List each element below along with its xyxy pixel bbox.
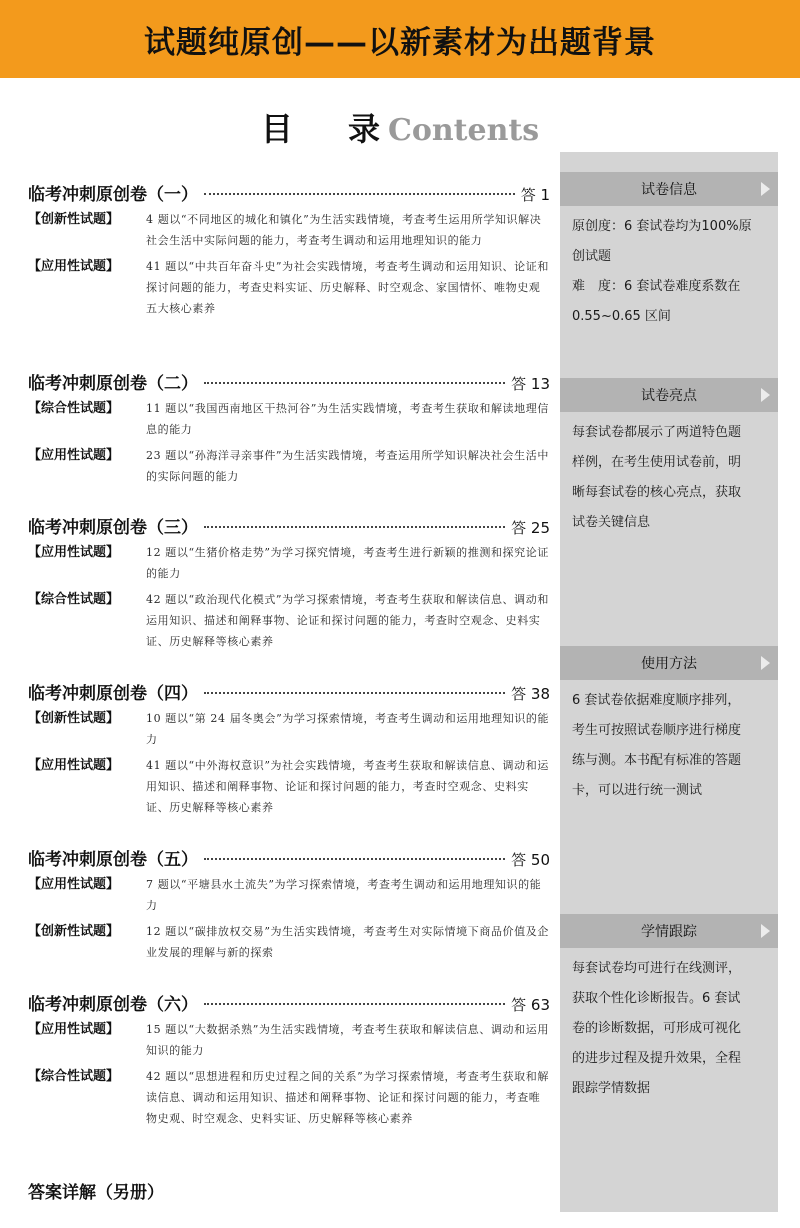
toc-entry[interactable]: [28, 679, 550, 703]
sidebar-block-title: 使用方法: [641, 656, 697, 672]
item-description: 12 题以“碳排放权交易”为生活实践情境，考查考生对实际情境下商品价值及企业发展的理解与新的探索: [146, 925, 549, 959]
toc-section-3: [28, 513, 550, 652]
item-category: 【应用性试题】: [28, 448, 120, 463]
heading-english: Contents: [387, 113, 540, 148]
banner-title: 试题纯原创——以新素材为出题背景: [144, 24, 656, 61]
heading-chinese: 目 录: [260, 110, 402, 148]
sidebar-block-tracking: [560, 914, 778, 1104]
toc-page-number: 答 1: [520, 186, 550, 204]
item-description: 41 题以“中共百年奋斗史”为社会实践情境，考查考生调动和运用知识、论证和探讨问题的能力，考查史料实证、历史解释、时空观念、家国情怀、唯物史观五大核心素养: [146, 260, 549, 315]
item-category: 【应用性试题】: [28, 259, 120, 274]
item-description: 10 题以“第 24 届冬奥会”为学习探索情境，考查考生调动和运用地理知识的能力: [146, 712, 550, 746]
sidebar-block-header: [560, 378, 778, 412]
item-category: 【综合性试题】: [28, 592, 120, 607]
item-description: 42 题以“思想进程和历史过程之间的关系”为学习探索情境，考查考生获取和解读信息、调动和运用知识、描述和阐释事物、论证和探讨问题的能力，考查唯物史观、时空观念、史料实证、历史解释等核心素养: [146, 1070, 549, 1125]
item-description: 41 题以“中外海权意识”为社会实践情境，考查考生获取和解读信息、调动和运用知识、描述和阐释事物、论证和探讨问题的能力，考查时空观念、史料实证、历史解释等核心素养: [146, 759, 549, 814]
item-description: 42 题以“政治现代化模式”为学习探索情境，考查考生获取和解读信息、调动和运用知识、描述和阐释事物、论证和探讨问题的能力，考查时空观念、史料实证、历史解释等核心素养: [146, 593, 549, 648]
sidebar-block-body: [560, 412, 778, 538]
toc-section-2: [28, 369, 550, 487]
sidebar-line: 获取个性化诊断报告。6 套试: [572, 991, 741, 1006]
sidebar-line: 6 套试卷依据难度顺序排列，: [572, 693, 741, 708]
toc-page-number: 答 38: [511, 685, 550, 703]
toc-item: [28, 445, 550, 487]
toc-page-number: 答 13: [511, 375, 550, 393]
toc-page-number: 答 50: [511, 851, 550, 869]
sidebar-block-body: [560, 206, 778, 332]
toc-section-6: [28, 990, 550, 1129]
triangle-arrow-icon: [761, 182, 770, 196]
toc-item: [28, 256, 550, 319]
item-description: 11 题以“我国西南地区干热河谷”为生活实践情境，考查考生获取和解读地理信息的能力: [146, 402, 549, 436]
toc-title: 临考冲刺原创卷（二）: [28, 374, 198, 394]
sidebar-line: 试卷关键信息: [572, 515, 651, 530]
triangle-arrow-icon: [761, 388, 770, 402]
item-description: 15 题以“大数据杀熟”为生活实践情境，考查考生获取和解读信息、调动和运用知识的能力: [146, 1023, 549, 1057]
sidebar-block-usage: [560, 646, 778, 806]
sidebar-line: 的进步过程及提升效果，全程: [572, 1051, 742, 1066]
page-heading: [0, 104, 800, 150]
dot-leader: [204, 1003, 505, 1005]
answer-key-title[interactable]: 答案详解（另册）: [28, 1183, 164, 1203]
triangle-arrow-icon: [761, 924, 770, 938]
toc-section-4: [28, 679, 550, 818]
dot-leader: [204, 526, 505, 528]
toc-item: [28, 921, 550, 963]
sidebar-block-highlights: [560, 378, 778, 538]
toc-item: [28, 708, 550, 750]
sidebar-line: 0.55~0.65 区间: [572, 309, 671, 324]
sidebar-block-body: [560, 680, 778, 806]
toc-item: [28, 542, 550, 584]
toc-title: 临考冲刺原创卷（四）: [28, 684, 198, 704]
sidebar-block-body: [560, 948, 778, 1104]
toc-title: 临考冲刺原创卷（五）: [28, 850, 198, 870]
toc-entry[interactable]: [28, 513, 550, 537]
toc-item: [28, 1019, 550, 1061]
item-category: 【创新性试题】: [28, 212, 120, 227]
item-category: 【应用性试题】: [28, 545, 120, 560]
dot-leader: [204, 382, 505, 384]
item-category: 【综合性试题】: [28, 1069, 120, 1084]
sidebar-line: 每套试卷都展示了两道特色题: [572, 425, 742, 440]
dot-leader: [204, 193, 515, 195]
sidebar-line: 原创度：6 套试卷均为100%原: [572, 219, 752, 234]
sidebar-line: 每套试卷均可进行在线测评，: [572, 961, 742, 976]
toc-entry[interactable]: [28, 369, 550, 393]
toc-entry[interactable]: [28, 990, 550, 1014]
sidebar-block-info: [560, 172, 778, 332]
sidebar-block-title: 试卷亮点: [641, 388, 697, 404]
sidebar-line: 卡，可以进行统一测试: [572, 783, 703, 798]
sidebar-block-header: [560, 646, 778, 680]
toc-item: [28, 874, 550, 916]
item-description: 7 题以“平塘县水土流失”为学习探索情境，考查考生调动和运用地理知识的能力: [146, 878, 542, 912]
sidebar-block-title: 学情跟踪: [641, 924, 697, 940]
sidebar-block-title: 试卷信息: [641, 182, 697, 198]
item-category: 【综合性试题】: [28, 401, 120, 416]
sidebar-block-header: [560, 914, 778, 948]
toc-section-1: [28, 180, 550, 319]
info-sidebar: [560, 152, 778, 1212]
sidebar-line: 晰每套试卷的核心亮点，获取: [572, 485, 742, 500]
toc-item: [28, 755, 550, 818]
sidebar-line: 难 度：6 套试卷难度系数在: [572, 279, 741, 294]
sidebar-line: 卷的诊断数据，可形成可视化: [572, 1021, 742, 1036]
sidebar-line: 创试题: [572, 249, 612, 264]
dot-leader: [204, 692, 505, 694]
sidebar-block-header: [560, 172, 778, 206]
item-description: 12 题以“生猪价格走势”为学习探究情境，考查考生进行新颖的推测和探究论证的能力: [146, 546, 549, 580]
toc-item: [28, 1066, 550, 1129]
item-category: 【创新性试题】: [28, 924, 120, 939]
toc-section-5: [28, 845, 550, 963]
sidebar-line: 练与测。本书配有标准的答题: [572, 753, 742, 768]
item-category: 【应用性试题】: [28, 877, 120, 892]
sidebar-line: 样例，在考生使用试卷前，明: [572, 455, 742, 470]
toc-entry[interactable]: [28, 180, 550, 204]
toc-entry[interactable]: [28, 845, 550, 869]
toc-item: [28, 209, 550, 251]
item-category: 【应用性试题】: [28, 758, 120, 773]
toc-title: 临考冲刺原创卷（六）: [28, 995, 198, 1015]
item-description: 23 题以“孙海洋寻亲事件”为生活实践情境，考查运用所学知识解决社会生活中的实际问题的能力: [146, 449, 549, 483]
item-description: 4 题以“不同地区的城化和镇化”为生活实践情境，考查考生运用所学知识解决社会生活中实际问题的能力，考查考生调动和运用地理知识的能力: [146, 213, 542, 247]
toc-title: 临考冲刺原创卷（三）: [28, 518, 198, 538]
sidebar-line: 跟踪学情数据: [572, 1081, 651, 1096]
triangle-arrow-icon: [761, 656, 770, 670]
item-category: 【创新性试题】: [28, 711, 120, 726]
toc-item: [28, 398, 550, 440]
item-category: 【应用性试题】: [28, 1022, 120, 1037]
toc-page-number: 答 25: [511, 519, 550, 537]
toc-item: [28, 589, 550, 652]
toc-title: 临考冲刺原创卷（一）: [28, 185, 198, 205]
top-banner: [0, 0, 800, 78]
sidebar-line: 考生可按照试卷顺序进行梯度: [572, 723, 742, 738]
dot-leader: [204, 858, 505, 860]
toc-page-number: 答 63: [511, 996, 550, 1014]
